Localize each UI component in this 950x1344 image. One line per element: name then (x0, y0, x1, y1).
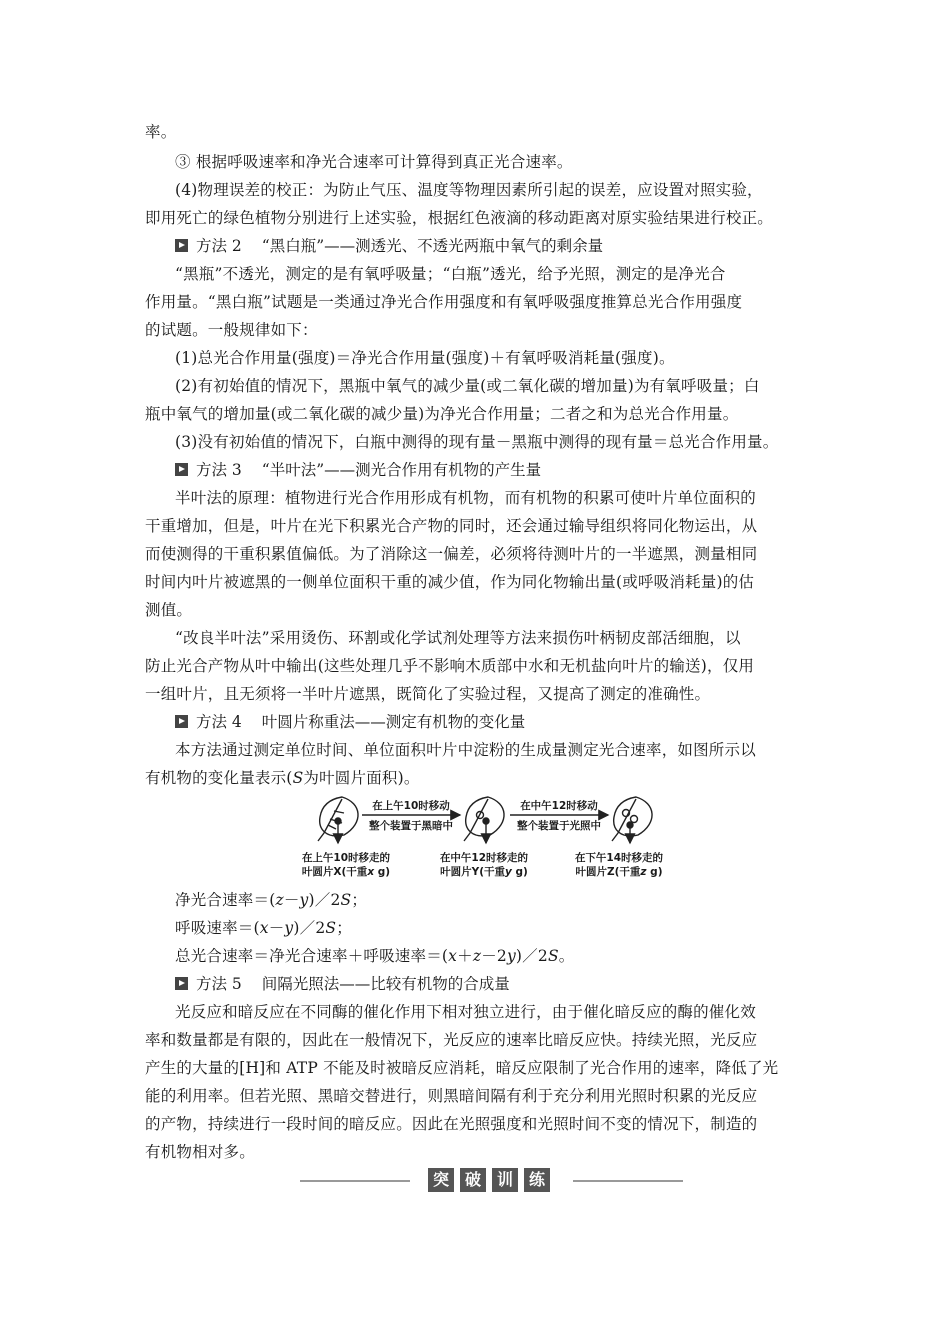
text-line: “改良半叶法”采用烫伤、环割或化学试剂处理等方法来损伤叶柄韧皮部活细胞，以 (175, 629, 741, 647)
text-line: 而使测得的干重积累值偏低。为了消除这一偏差，必须将待测叶片的一半遮黑，测量相同 (145, 545, 758, 563)
text-line: (1)总光合作用量(强度)＝净光合作用量(强度)＋有氧呼吸消耗量(强度)。 (175, 349, 675, 367)
text-line: 瓶中氧气的增加量(或二氧化碳的减少量)为净光合作用量；二者之和为总光合作用量。 (145, 405, 739, 423)
text-line: 一组叶片，且无须将一半叶片遮黑，既简化了实验过程，又提高了测定的准确性。 (145, 685, 711, 703)
leaf-3-icon (612, 797, 652, 843)
banner-char: 练 (524, 1168, 550, 1192)
method-heading-5: 方法 5 间隔光照法——比较有机物的合成量 (175, 970, 510, 998)
text-line: 的产物，持续进行一段时间的暗反应。因此在光照强度和光照时间不变的情况下，制造的 (145, 1115, 758, 1133)
banner-char: 训 (492, 1168, 518, 1192)
text-line: 有机物相对多。 (145, 1143, 255, 1161)
text-line: 率和数量都是有限的，因此在一般情况下，光反应的速率比暗反应快。持续光照，光反应 (145, 1031, 758, 1049)
text-line: (3)没有初始值的情况下，白瓶中测得的现有量－黑瓶中测得的现有量＝总光合作用量。 (175, 433, 779, 451)
arrow-2-bottom-label: 整个装置于光照中 (517, 820, 601, 832)
text-line: 时间内叶片被遮黑的一侧单位面积干重的减少值，作为同化物输出量(或呼吸消耗量)的估 (145, 573, 755, 591)
text-line: (4)物理误差的校正：为防止气压、温度等物理因素所引起的误差，应设置对照实验， (175, 181, 763, 199)
text-line: 防止光合产物从叶中输出(这些处理几乎不影响木质部中水和无机盐向叶片的输送)，仅用 (145, 657, 755, 675)
formula-net-rate: 净光合速率＝(z－y)／2S； (175, 891, 368, 909)
section-banner (300, 1165, 683, 1195)
text-line: 有机物的变化量表示(S为叶圆片面积)。 (145, 769, 420, 787)
text-line: ③ 根据呼吸速率和净光合速率可计算得到真正光合速率。 (175, 153, 573, 171)
play-icon (175, 239, 188, 252)
banner-char: 破 (460, 1168, 486, 1192)
method-heading-3: 方法 3 “半叶法”——测光合作用有机物的产生量 (175, 456, 541, 484)
play-icon (175, 715, 188, 728)
arrow-1-bottom-label: 整个装置于黑暗中 (369, 820, 453, 832)
banner-line-left (300, 1180, 410, 1182)
text-line: 产生的大量的[H]和 ATP 不能及时被暗反应消耗，暗反应限制了光合作用的速率，降低了光 (145, 1059, 779, 1077)
formula-total-rate: 总光合速率＝净光合速率＋呼吸速率＝(x＋z－2y)／2S。 (175, 947, 575, 965)
arrow-1-top-label: 在上午10时移动 (372, 800, 450, 812)
arrow-2-top-label: 在中午12时移动 (520, 800, 598, 812)
banner-line-right (573, 1180, 683, 1182)
banner-char: 突 (428, 1168, 454, 1192)
leaf-1-icon (318, 797, 358, 843)
text-line: 测值。 (145, 601, 193, 619)
method-heading-2: 方法 2 “黑白瓶”——测透光、不透光两瓶中氧气的剩余量 (175, 232, 603, 260)
leaf-2-icon (464, 797, 504, 843)
play-icon (175, 463, 188, 476)
caption-z: 在下午14时移走的 叶圆片Z(干重z g) (574, 852, 664, 878)
caption-x: 在上午10时移走的 叶圆片X(干重x g) (301, 852, 391, 878)
text-line: 能的利用率。但若光照、黑暗交替进行，则黑暗间隔有利于充分利用光照时积累的光反应 (145, 1087, 758, 1105)
text-line: (2)有初始值的情况下，黑瓶中氧气的减少量(或二氧化碳的增加量)为有氧呼吸量；白 (175, 377, 760, 395)
leaf-disc-diagram (300, 795, 700, 887)
play-icon (175, 977, 188, 990)
text-line: 的试题。一般规律如下： (145, 321, 318, 339)
caption-y: 在中午12时移走的 叶圆片Y(干重y g) (439, 852, 529, 878)
text-line: 干重增加，但是，叶片在光下积累光合产物的同时，还会通过输导组织将同化物运出，从 (145, 517, 758, 535)
text-line: 作用量。“黑白瓶”试题是一类通过净光合作用强度和有氧呼吸强度推算总光合作用强度 (145, 293, 743, 311)
text-line: 本方法通过测定单位时间、单位面积叶片中淀粉的生成量测定光合速率，如图所示以 (175, 741, 756, 759)
method-heading-4: 方法 4 叶圆片称重法——测定有机物的变化量 (175, 708, 525, 736)
text-line: “黑瓶”不透光，测定的是有氧呼吸量；“白瓶”透光，给予光照，测定的是净光合 (175, 265, 726, 283)
formula-respiration-rate: 呼吸速率＝(x－y)／2S； (175, 919, 352, 937)
text-line: 光反应和暗反应在不同酶的催化作用下相对独立进行，由于催化暗反应的酶的催化效 (175, 1003, 756, 1021)
text-line: 即用死亡的绿色植物分别进行上述实验，根据红色液滴的移动距离对原实验结果进行校正。 (145, 209, 774, 227)
text-line: 半叶法的原理：植物进行光合作用形成有机物，而有机物的积累可使叶片单位面积的 (175, 489, 756, 507)
text-line: 率。 (145, 123, 177, 141)
